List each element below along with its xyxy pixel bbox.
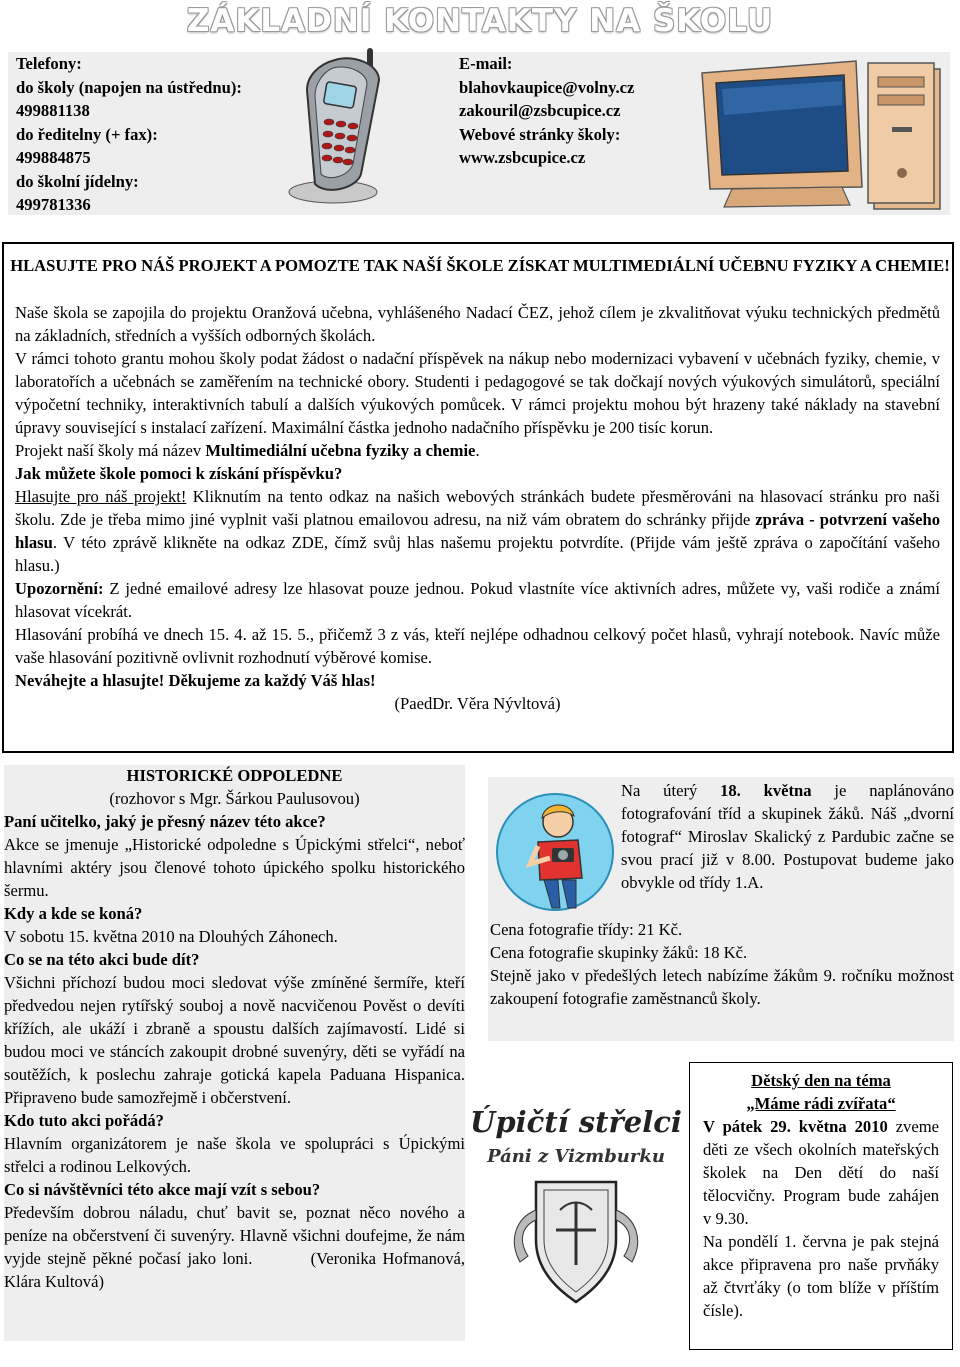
project-paragraph: Naše škola se zapojila do projektu Oranžová učebna, vyhlášeného Nadací ČEZ, jehož cílem je zkvalitňovat výuku technických předmětů na základních, středních a vyšších odborných školách. (15, 303, 940, 345)
project-paragraph (15, 439, 940, 462)
interview-question: Kdo tuto akci pořádá? (4, 1111, 164, 1130)
project-signature: (PaedDr. Věra Nývltová) (394, 694, 561, 713)
confirmation-text: zpráva - potvrzení vašeho hlasu (15, 510, 940, 552)
phone-director-label: do ředitelny (+ fax): (16, 124, 158, 144)
email-blahovka[interactable]: blahovkaupice@volny.cz (459, 77, 635, 97)
interview-answer (4, 1201, 465, 1293)
phone-icon (283, 46, 399, 206)
project-paragraph (15, 485, 940, 577)
kids-day-paragraph (703, 1115, 939, 1230)
text-run: Z jedné emailové adresy lze hlasovat pouze jednou. Pokud vlastníte více aktivních adres, můžete vy, vaši rodiče a známí hlasovat vícekrát. (15, 579, 940, 621)
interview-title: HISTORICKÉ ODPOLEDNE (126, 766, 343, 785)
project-heading: HLASUJTE PRO NÁŠ PROJEKT A POMOZTE TAK NAŠÍ ŠKOLE ZÍSKAT MULTIMEDIÁLNÍ UČEBNU FYZIKY A CHEMIE! (10, 256, 950, 275)
phone-director-number: 499884875 (16, 148, 91, 167)
text-run: zveme děti ze všech okolních mateřských školek na Den dětí do naší tělocvičny. Program bude zahájen v 9.30. (703, 1117, 939, 1228)
text-run: Kliknutím na tento odkaz na našich webových stránkách budete přesměrováni na hlasovací stránku pro naši školu. Zde je třeba mimo jiné vyplnit vaši platnou emailovou adresu, na niž vám obratem do schránky přijde (15, 487, 940, 529)
phone-school-label: do školy (napojen na ústřednu): (16, 77, 242, 97)
logo-line1: Úpičtí střelci (470, 1105, 682, 1139)
photo-price-group: Cena fotografie skupinky žáků: 18 Kč. (490, 943, 748, 962)
interview-authors: (Veronika Hofmanová, Klára Kultová) (4, 1249, 465, 1291)
upicti-strelci-logo (470, 1090, 682, 1325)
logo-line2: Páni z Vizmburku (487, 1146, 665, 1167)
email-label: E-mail: (459, 54, 513, 73)
project-call-to-action: Neváhejte a hlasujte! Děkujeme za každý Váš hlas! (15, 671, 376, 690)
page-title: ZÁKLADNÍ KONTAKTY NA ŠKOLU (186, 3, 774, 39)
warning-label: Upozornění: (15, 579, 104, 598)
website-label: Webové stránky školy: (459, 124, 621, 144)
kids-day-date: V pátek 29. května 2010 (703, 1117, 888, 1136)
project-paragraph (15, 577, 940, 623)
kids-day-theme: „Máme rádi zvířata“ (746, 1094, 896, 1113)
vote-link[interactable]: Hlasujte pro náš projekt! (15, 487, 187, 506)
interview-article (4, 764, 465, 1293)
photo-announcement (621, 779, 954, 894)
text-run: . V této zprávě klikněte na odkaz ZDE, čímž svůj hlas našemu projektu potvrdíte. (Přijde vám ještě zpráva o započítání vašeho hlasu.) (15, 533, 940, 575)
photographer-icon (494, 790, 616, 914)
text-run: Především dobrou náladu, chuť bavit se, poznat něco nového a peníze na občerstvení či suvenýry. Hlavně všichni doufejme, že nám vyjde stejně pěkné počasí jako loni. (4, 1203, 465, 1268)
project-paragraph: Hlasování probíhá ve dnech 15. 4. až 15. 5., přičemž 3 z vás, kteří nejlépe odhadnou celkový počet hlasů, vyhrají notebook. Navíc může vaše hlasování pozitivně ovlivnit rozhodnutí výběrové komise. (15, 625, 940, 667)
interview-answer: Akce se jmenuje „Historické odpoledne s Úpickými střelci“, neboť hlavními aktéry jsou členové tohoto úpického spolku historického šermu. (4, 835, 465, 900)
interview-subtitle: (rozhovor s Mgr. Šárkou Paulusovou) (109, 789, 360, 808)
project-article (15, 301, 940, 715)
phone-contacts (16, 52, 306, 217)
computer-icon (692, 55, 950, 213)
website-link[interactable]: www.zsbcupice.cz (459, 148, 586, 167)
phone-canteen-label: do školní jídelny: (16, 171, 139, 191)
phone-school-number: 499881138 (16, 101, 90, 120)
project-name: Multimediální učebna fyziky a chemie (205, 441, 476, 460)
photo-paragraph: Stejně jako v předešlých letech nabízíme žákům 9. ročníku možnost zakoupení fotografie zaměstnanců školy. (490, 966, 954, 1008)
interview-question: Paní učitelko, jaký je přesný název této akce? (4, 812, 326, 831)
interview-question: Co se na této akci bude dít? (4, 950, 200, 969)
kids-day-article (703, 1069, 939, 1322)
email-zakouril[interactable]: zakouril@zsbcupice.cz (459, 101, 621, 120)
photo-date: 18. května (720, 781, 812, 800)
text-run: je naplánováno fotografování tříd a skupinek žáků. Náš „dvorní fotograf“ Miroslav Skalický z Pardubic začne se svou prací již v 8.00. Postupovat budeme jako obvykle od třídy 1.A. (621, 781, 954, 892)
interview-question: Kdy a kde se koná? (4, 904, 143, 923)
phones-label: Telefony: (16, 54, 82, 73)
interview-answer: V sobotu 15. května 2010 na Dlouhých Záhonech. (4, 927, 338, 946)
interview-answer: Všichni příchozí budou moci sledovat výše zmíněné šermíře, kteří předvedou nejen rytířský souboj a nově nacvičenou Pověst o devíti křížích, ale ukáží i zbraně a spoustu dalších zajímavostí. Lidé si budou moci ve stáncích zakoupit drobné suvenýry, děti se vyřádí na soutěžích, k poslechu zahraje gotická kapela Paduana Hispanica. Připraveno bude samozřejmě i občerstvení. (4, 973, 465, 1107)
text-run: . (475, 441, 480, 460)
project-paragraph: V rámci tohoto grantu mohou školy podat žádost o nadační příspěvek na nákup nebo modernizaci vybavení v učebnách fyziky, chemie, v laboratořích a učebnách se zaměřením na technické obory. Studenti i pedagogové se tak dočkají nových výukových simulátorů, speciální výpočetní techniky, interaktivních tabulí a dalších výukových pomůcek. V rámci projektu mohou být hrazeny také náklady na stavební úpravy související s instalací zařízení. Maximální částka jednoho nadačního příspěvku je 200 tisíc korun. (15, 349, 940, 437)
kids-day-paragraph: Na pondělí 1. června je pak stejná akce připravena pro naše prvňáky až čtvrťáky (o tom blíže v příštím čísle). (703, 1232, 939, 1320)
kids-day-title: Dětský den na téma (751, 1071, 891, 1090)
interview-question: Co si návštěvníci této akce mají vzít s sebou? (4, 1180, 321, 1199)
text-run: Na úterý (621, 781, 721, 800)
text-run: Projekt naší školy má název (15, 441, 206, 460)
email-contacts (459, 52, 699, 170)
project-question: Jak můžete škole pomoci k získání příspěvku? (15, 464, 343, 483)
photo-paragraph (621, 779, 954, 894)
photo-price-class: Cena fotografie třídy: 21 Kč. (490, 920, 683, 939)
interview-answer: Hlavním organizátorem je naše škola ve spolupráci s Úpickými střelci a rodinou Lelkových. (4, 1134, 465, 1176)
photo-prices (490, 918, 954, 1010)
phone-canteen-number: 499781336 (16, 195, 91, 214)
